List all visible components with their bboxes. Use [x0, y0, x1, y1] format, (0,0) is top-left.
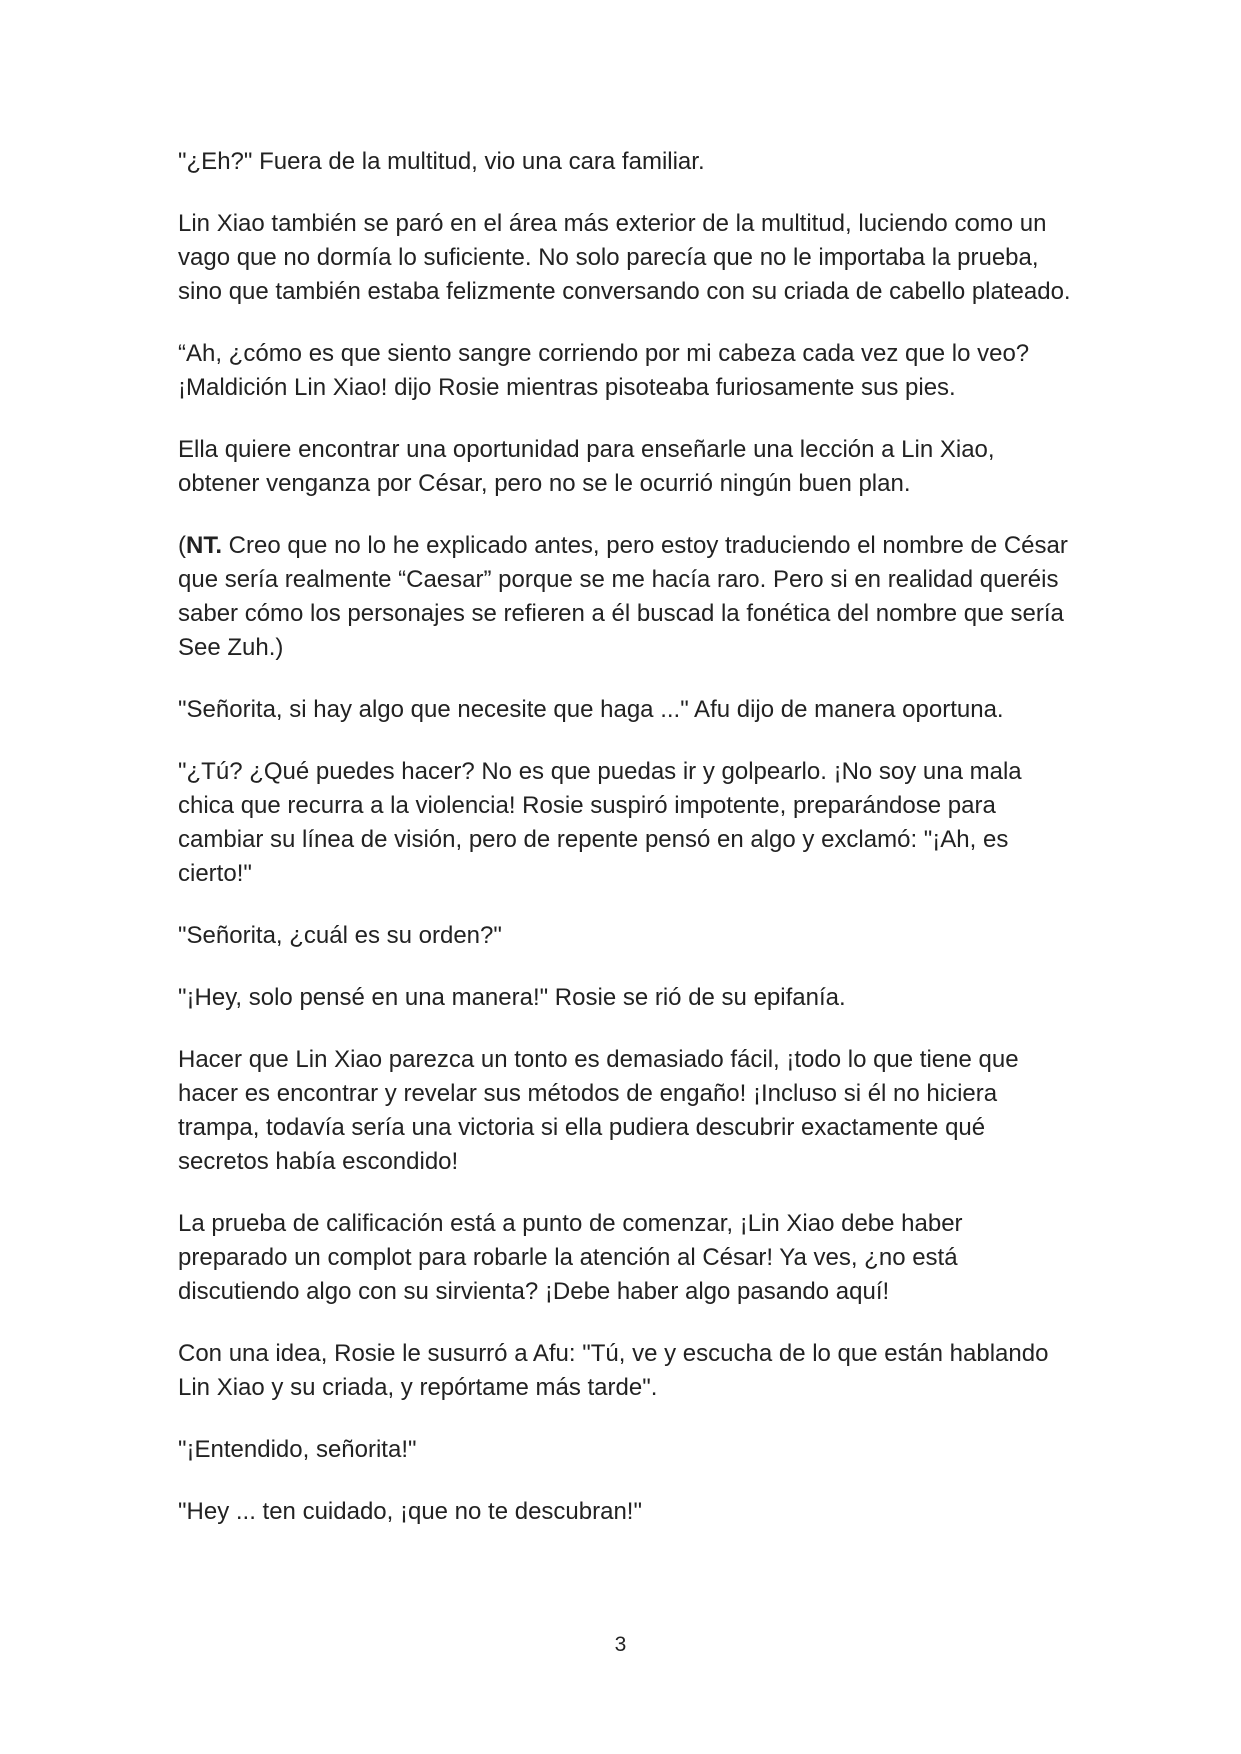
paragraph: "¡Entendido, señorita!" — [178, 1436, 417, 1463]
note-label: NT. — [186, 532, 222, 559]
paragraph: "¡Hey, solo pensé en una manera!" Rosie se rió de su epifanía. — [178, 984, 846, 1011]
paragraph: "¿Eh?" Fuera de la multitud, vio una cara familiar. — [178, 148, 705, 175]
paragraph: Hacer que Lin Xiao parezca un tonto es demasiado fácil, ¡todo lo que tiene que hacer es encontrar y revelar sus métodos de engaño! ¡Incluso si él no hiciera trampa, todavía sería una victoria si ella pudiera descubrir exactamente qué secretos había escondido! — [178, 1046, 1019, 1175]
note-open-paren: ( — [178, 532, 186, 559]
paragraph: Ella quiere encontrar una oportunidad para enseñarle una lección a Lin Xiao, obtener venganza por César, pero no se le ocurrió ningún buen plan. — [178, 436, 995, 497]
paragraph: Lin Xiao también se paró en el área más exterior de la multitud, luciendo como un vago que no dormía lo suficiente. No solo parecía que no le importaba la prueba, sino que también estaba felizmente conversando con su criada de cabello plateado. — [178, 210, 1071, 305]
page-number: 3 — [614, 1633, 627, 1656]
paragraph: "Hey ... ten cuidado, ¡que no te descubran!" — [178, 1498, 642, 1525]
paragraph: "Señorita, si hay algo que necesite que haga ..." Afu dijo de manera oportuna. — [178, 696, 1004, 723]
translator-note — [178, 529, 1078, 665]
document-body — [178, 145, 1078, 1557]
paragraph: “Ah, ¿cómo es que siento sangre corriendo por mi cabeza cada vez que lo veo? ¡Maldición Lin Xiao! dijo Rosie mientras pisoteaba furiosamente sus pies. — [178, 340, 1030, 401]
paragraph: "¿Tú? ¿Qué puedes hacer? No es que puedas ir y golpearlo. ¡No soy una mala chica que recurra a la violencia! Rosie suspiró impotente, preparándose para cambiar su línea de visión, pero de repente pensó en algo y exclamó: "¡Ah, es cierto!" — [178, 758, 1022, 887]
note-text: Creo que no lo he explicado antes, pero estoy traduciendo el nombre de César que sería realmente “Caesar” porque se me hacía raro. Pero si en realidad queréis saber cómo los personajes se refieren a él buscad la fonética del nombre que sería See Zuh.) — [178, 532, 1068, 661]
paragraph: "Señorita, ¿cuál es su orden?" — [178, 922, 502, 949]
paragraph: La prueba de calificación está a punto de comenzar, ¡Lin Xiao debe haber preparado un complot para robarle la atención al César! Ya ves, ¿no está discutiendo algo con su sirvienta? ¡Debe haber algo pasando aquí! — [178, 1210, 963, 1305]
paragraph: Con una idea, Rosie le susurró a Afu: "Tú, ve y escucha de lo que están hablando Lin Xiao y su criada, y repórtame más tarde". — [178, 1340, 1049, 1401]
